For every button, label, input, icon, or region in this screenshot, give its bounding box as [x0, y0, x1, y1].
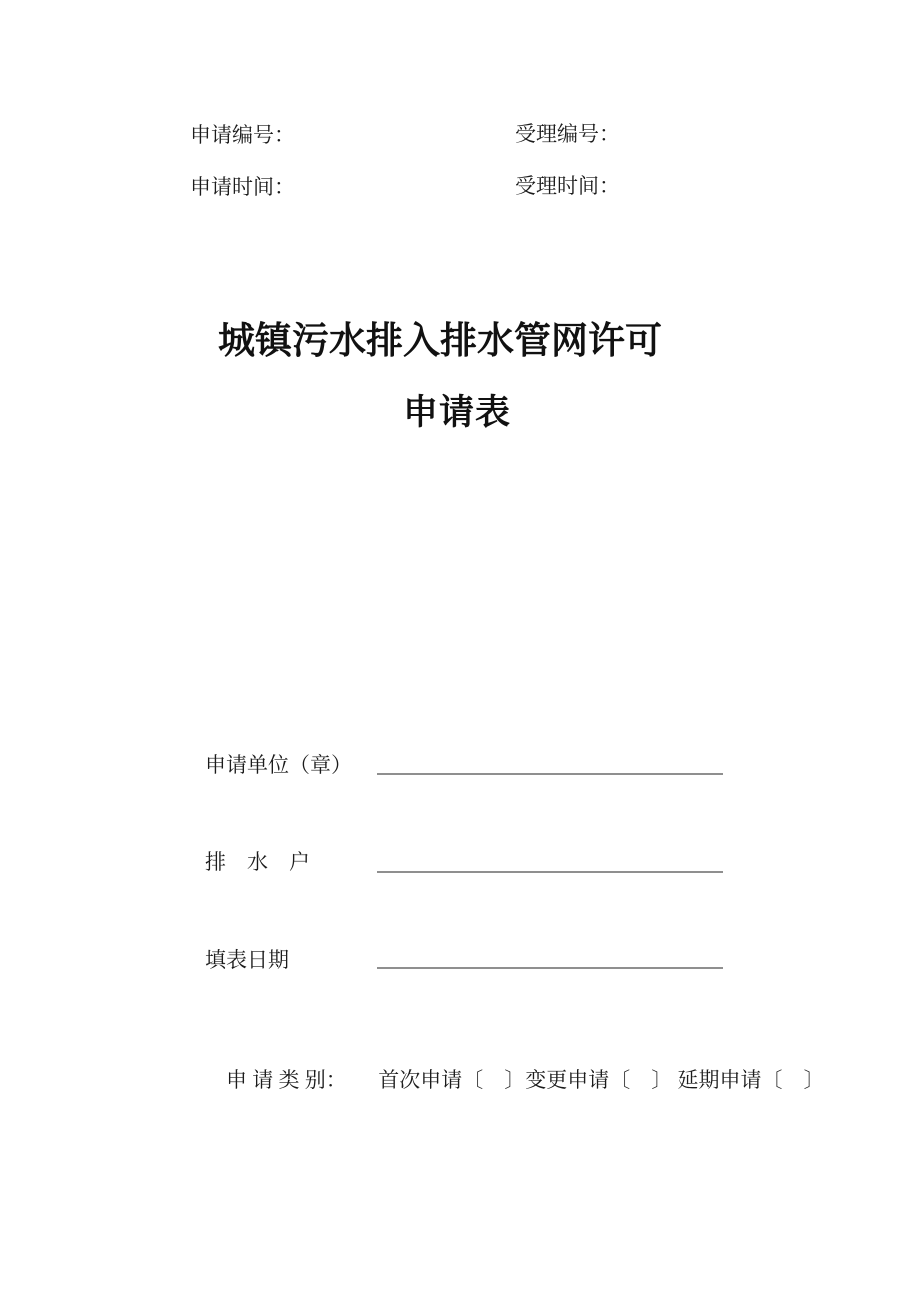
applicant-unit-value[interactable]	[377, 750, 723, 774]
option-first-application-checkbox[interactable]: 〔 〕	[462, 1068, 526, 1093]
fill-date-label: 填表日期	[205, 948, 289, 972]
applicant-unit-label: 申请单位（章）	[205, 753, 352, 777]
drainage-user-label: 排 水 户	[205, 850, 310, 874]
application-category-row	[205, 1044, 825, 1116]
fill-date-value[interactable]	[377, 944, 723, 968]
document-title-line2: 申请表	[403, 393, 512, 432]
application-time-label: 申请时间：	[190, 175, 295, 199]
option-change-application-checkbox[interactable]: 〔 〕	[609, 1068, 673, 1093]
acceptance-number-label: 受理编号：	[515, 122, 620, 146]
option-change-application-label: 变更申请	[525, 1068, 610, 1093]
drainage-user-fill-line[interactable]	[377, 871, 723, 873]
option-extension-application-checkbox[interactable]: 〔 〕	[761, 1068, 825, 1093]
application-number-label: 申请编号：	[190, 123, 295, 147]
acceptance-time-label: 受理时间：	[515, 174, 620, 198]
option-extension-application-label: 延期申请	[677, 1068, 762, 1093]
application-category-label: 申 请 类 别：	[226, 1068, 337, 1093]
drainage-user-value[interactable]	[377, 848, 723, 872]
document-title-line1: 城镇污水排入排水管网许可	[218, 321, 662, 362]
option-first-application-label: 首次申请	[378, 1068, 463, 1093]
fill-date-fill-line[interactable]	[377, 967, 723, 969]
category-separator	[336, 1068, 378, 1092]
applicant-unit-fill-line[interactable]	[377, 773, 723, 775]
